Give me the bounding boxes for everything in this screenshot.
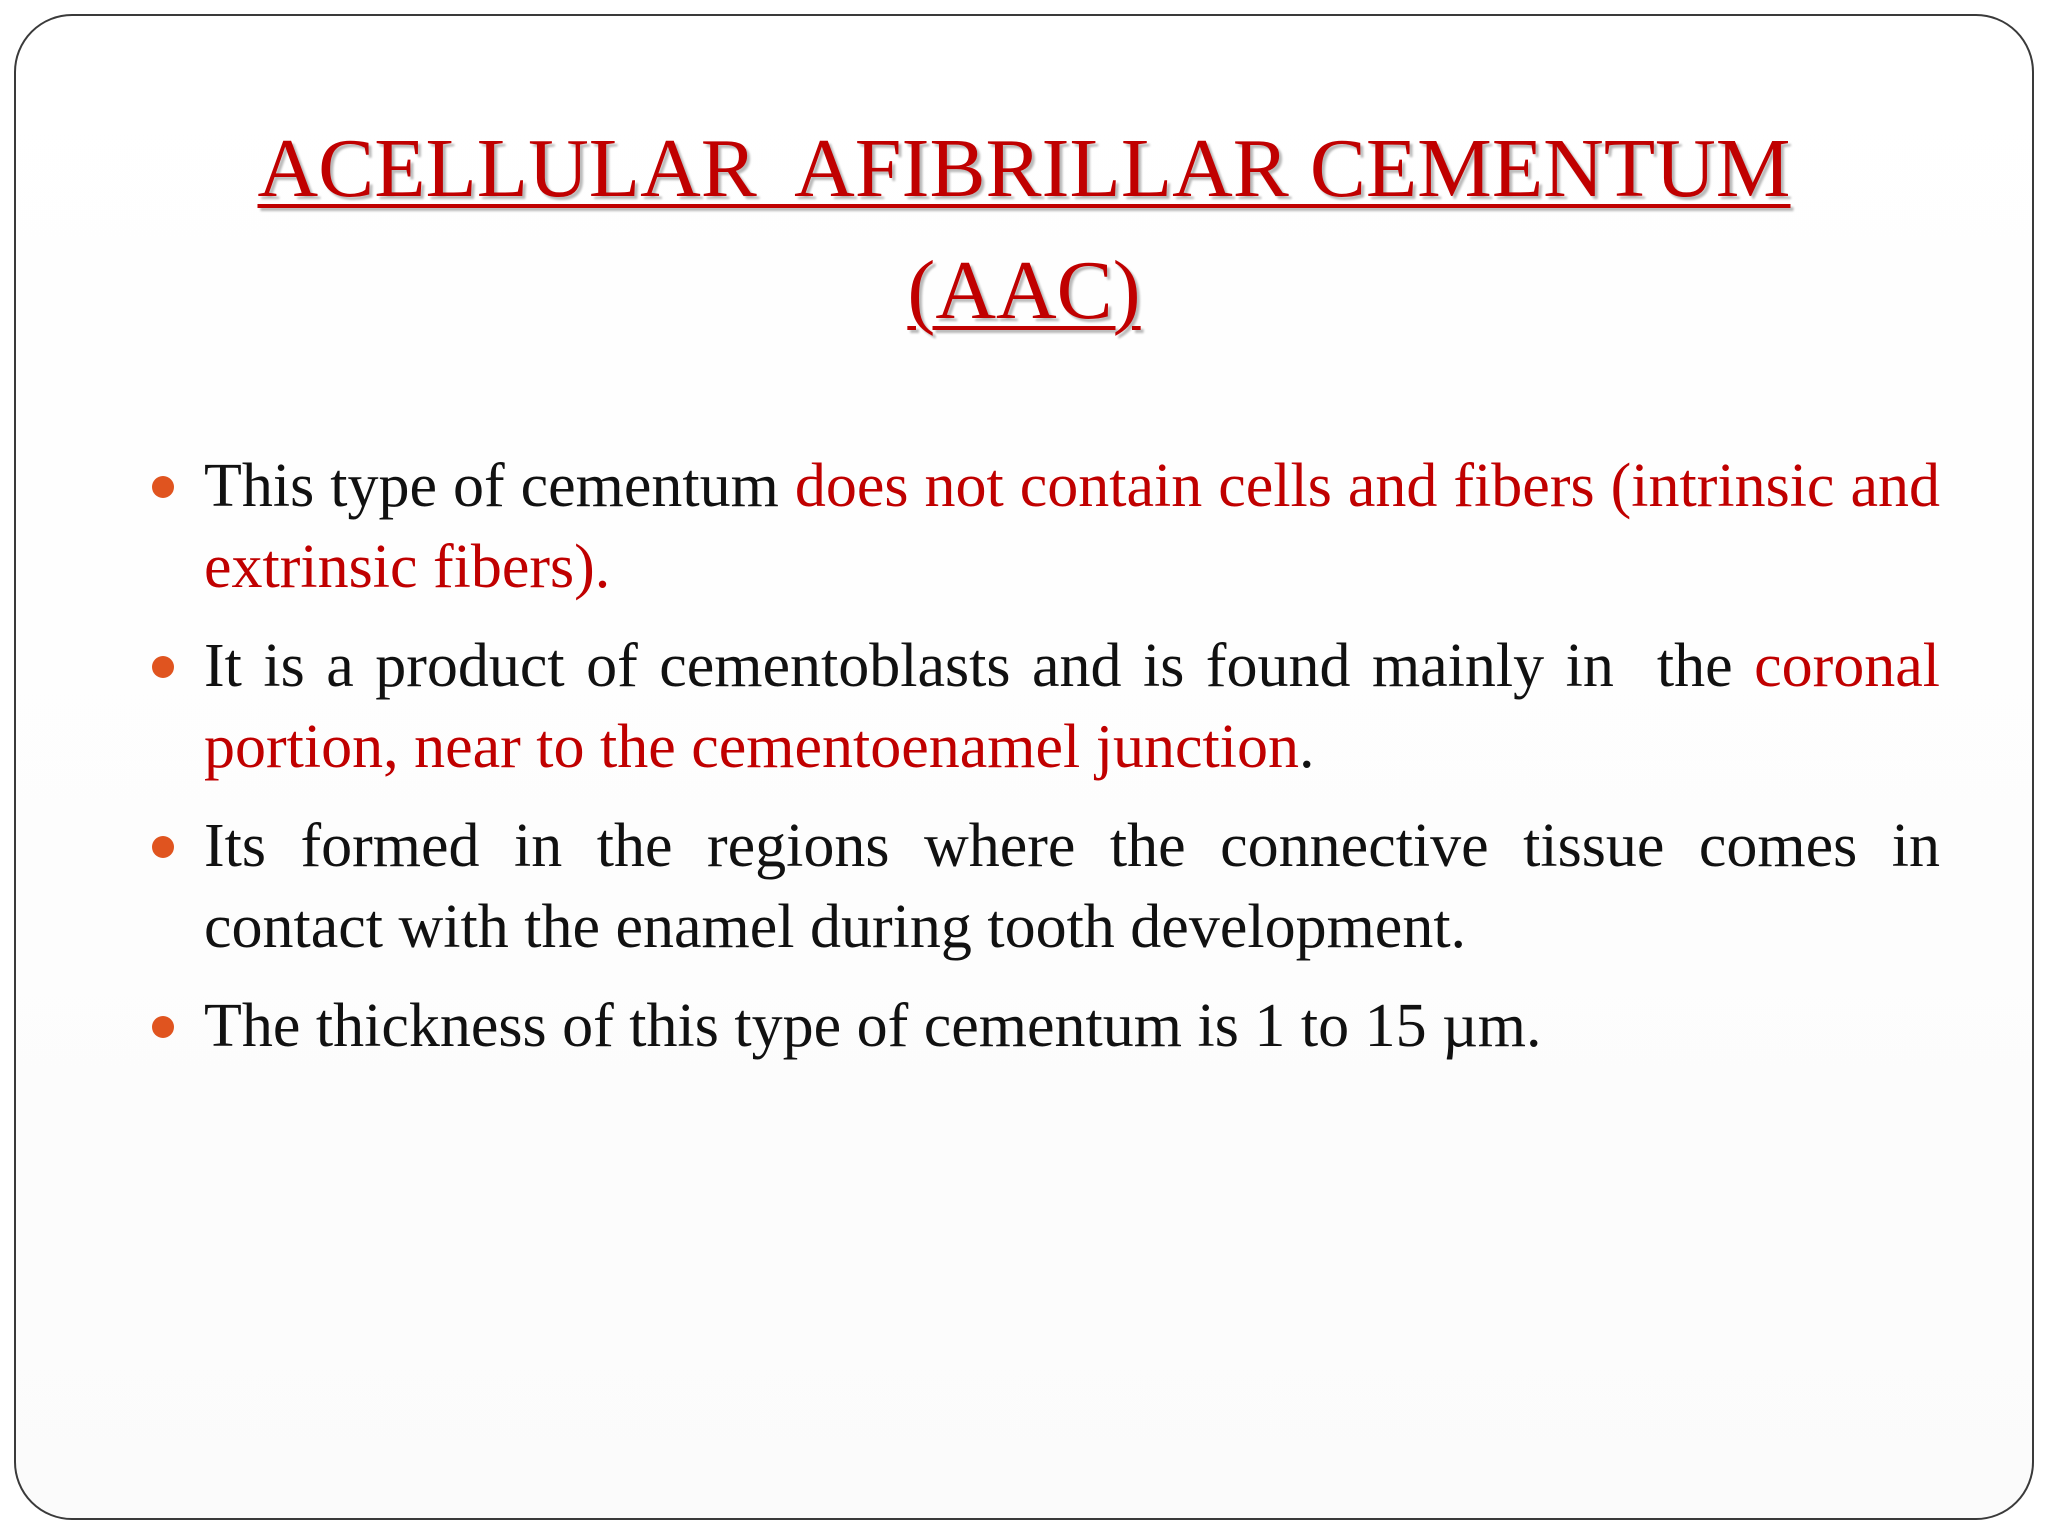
bullet-item-1 [204, 446, 1940, 608]
bullet-2-end: . [1298, 713, 1315, 781]
slide-title [16, 108, 2032, 352]
bullet-4-text: The thickness of this type of cementum is 1 to 15 µm. [204, 992, 1542, 1060]
bullet-icon [152, 656, 174, 678]
slide-title-line-1: ACELLULAR AFIBRILLAR CEMENTUM [257, 122, 1791, 215]
bullet-icon [152, 836, 174, 858]
bullet-1-text: This type of cementum [204, 452, 795, 520]
bullet-list [204, 446, 1940, 1085]
bullet-icon [152, 476, 174, 498]
bullet-item-2 [204, 626, 1940, 788]
bullet-icon [152, 1016, 174, 1038]
bullet-3-text: Its formed in the regions where the connective tissue comes in contact with the enamel during tooth development. [204, 812, 1940, 961]
slide-title-line-2: (AAC) [907, 244, 1141, 337]
bullet-2-text: It is a product of cementoblasts and is found mainly in the [204, 632, 1755, 700]
bullet-item-4 [204, 986, 1940, 1067]
slide [14, 14, 2034, 1520]
bullet-1-highlight: does not contain cells and fibers (intrinsic and extrinsic fibers). [204, 452, 1940, 601]
bullet-2-highlight: coronal portion, near to the cementoenamel junction [204, 632, 1940, 781]
bullet-item-3 [204, 806, 1940, 968]
